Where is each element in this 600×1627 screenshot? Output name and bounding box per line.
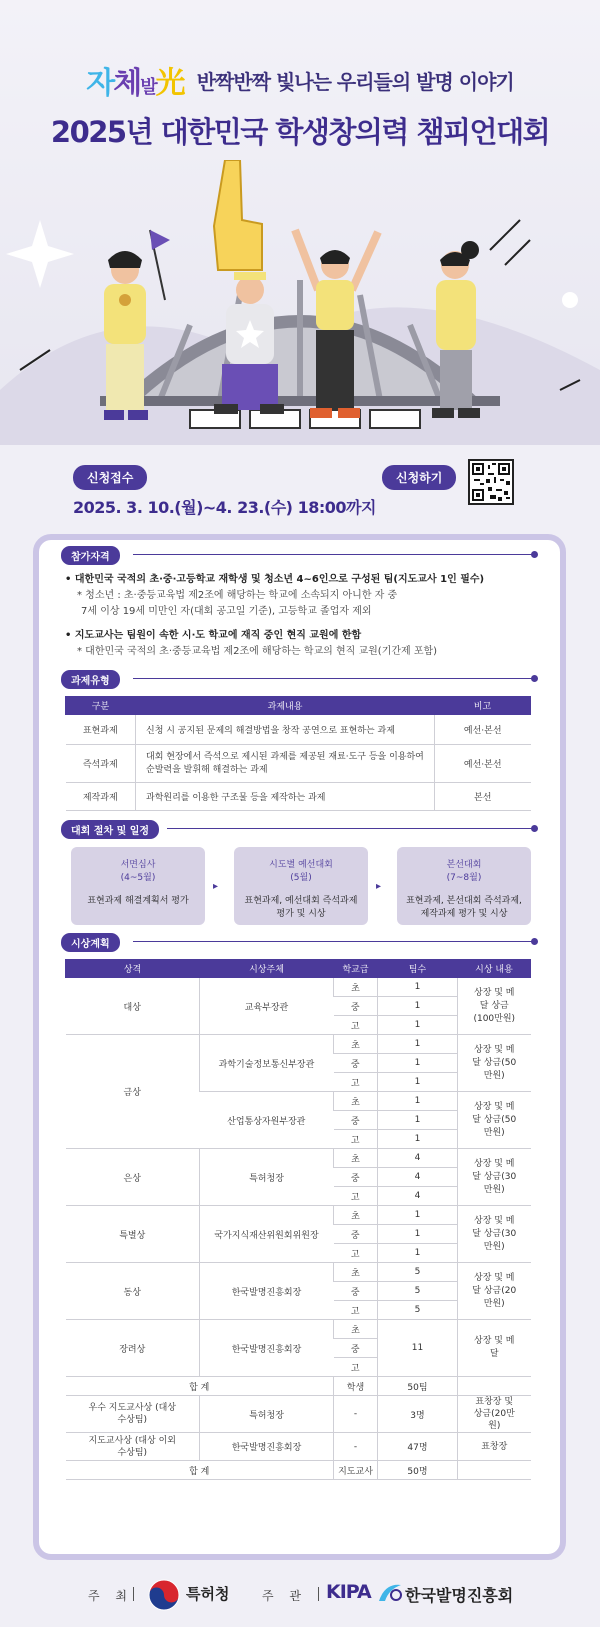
team-count: 3명 [378, 1396, 458, 1433]
kipa-swoosh-icon [377, 1581, 403, 1605]
apply-button[interactable]: 신청하기 [382, 465, 456, 490]
team-count: 1 [378, 1111, 458, 1130]
award-prize: 상장 및 메달 상금(30만원) [458, 1206, 531, 1263]
team-count: 4 [378, 1168, 458, 1187]
tasks-heading: 과제유형 [61, 670, 535, 686]
eligibility-heading: 참가자격 [61, 546, 535, 562]
hero [0, 0, 600, 445]
award-prize: 상장 및 메달 상금(30만원) [458, 1149, 531, 1206]
awards-table: 상격 시상주체 학교급 팀수 시상 내용 대상 교육부장관 초 1 상장 및 메달 상금(100만원) 중 1 고 1 금상 과학기술정보통신부장관 초 1 상장 및 메달 상금(50만원) 중 1 고 1 산업통상자원부장관 초 1 상장 및 메달 상금(50만원) 중 1 고 1 은상 특허청장 초 4 상장 및 메달 상금(30만원) 중 4 고 4 특별상 국가지식재산위원회위원장 초 1 상장 및 메달 상금(30만원) 중 1 고 1 동상 한국발명진흥회장 초 5 상장 및 메달 상금(20만원) 중 5 고 5 장려상 한국발명진흥회장 초 11 상장 및 메달 중 고 합 계 학생 50팀 우수 지도교사상 (대상 수상팀) 특허청장 - 3명 표창장 및 상금(20만원) 지도교사상 (대상 이외수상팀) 한국발명진흥회장 - 47명 표창장 합 계 지도교사 50명 [65, 959, 531, 1480]
award-giver: 과학기술정보통신부장관 [200, 1035, 334, 1092]
school-level: 고 [334, 1244, 378, 1263]
total-level: 지도교사 [334, 1461, 378, 1480]
school-level: 중 [334, 1054, 378, 1073]
school-level: 고 [334, 1130, 378, 1149]
kipo-emblem-icon [148, 1579, 180, 1611]
school-level: 초 [334, 978, 378, 997]
team-count: 47명 [378, 1433, 458, 1461]
school-level: 고 [334, 1073, 378, 1092]
team-count: 1 [378, 1016, 458, 1035]
award-prize: 상장 및 메달 상금(50만원) [458, 1092, 531, 1149]
team-count: 1 [378, 1092, 458, 1111]
award-prize: 상장 및 메달 상금(50만원) [458, 1035, 531, 1092]
event-logo: 자체발光 [86, 66, 184, 101]
table-row [66, 1149, 531, 1168]
award-grade: 금상 [66, 1035, 200, 1149]
award-giver: 한국발명진흥회장 [200, 1263, 334, 1320]
school-level: - [334, 1433, 378, 1461]
table-row [66, 1263, 531, 1282]
school-level: 초 [334, 1206, 378, 1225]
school-level: 고 [334, 1187, 378, 1206]
team-count: 1 [378, 1225, 458, 1244]
slogan: 반짝반짝 빛나는 우리들의 발명 이야기 [196, 69, 514, 94]
teacher-total-row [66, 1461, 531, 1480]
school-level: 중 [334, 1282, 378, 1301]
step-preliminary: 시도별 예선대회 (5월) 표현과제, 예선대회 즉석과제 평가 및 시상 [234, 847, 368, 925]
page-title: 2025년 대한민국 학생창의력 챔피언대회 [50, 115, 550, 149]
school-level: 고 [334, 1301, 378, 1320]
school-level: 초 [334, 1092, 378, 1111]
tasks-table: 구분 과제내용 비고 표현과제 신청 시 공지된 문제의 해결방법을 창작 공연으로 표현하는 과제 예선·본선 즉석과제 대회 현장에서 즉석으로 제시된 과제를 제공된 재료·도구 등을 이용하여 순발력을 발휘해 해결하는 과제 예선·본선 제작과제 과학원리를 이용한 구조물 등을 제작하는 과제 본선 [65, 696, 531, 811]
team-count: 1 [378, 1073, 458, 1092]
award-grade: 은상 [66, 1149, 200, 1206]
award-giver: 한국발명진흥회장 [200, 1320, 334, 1377]
school-level: 초 [334, 1035, 378, 1054]
total-count: 50팀 [378, 1377, 458, 1396]
team-count: 11 [378, 1320, 458, 1377]
step-final: 본선대회 (7~8월) 표현과제, 본선대회 즉석과제, 제작과제 평가 및 시상 [397, 847, 531, 925]
school-level: 중 [334, 1225, 378, 1244]
organizer-label: 주 관 [262, 1589, 307, 1603]
table-row [66, 1320, 531, 1339]
student-total-row [66, 1377, 531, 1396]
school-level: 초 [334, 1263, 378, 1282]
team-count: 1 [378, 997, 458, 1016]
award-giver: 한국발명진흥회장 [200, 1433, 334, 1461]
application-period [0, 465, 600, 525]
team-count: 1 [378, 1206, 458, 1225]
step-document-review: 서면심사 (4~5월) 표현과제 해결계획서 평가 [71, 847, 205, 925]
table-row [66, 1433, 531, 1461]
award-grade: 우수 지도교사상 (대상 수상팀) [66, 1396, 200, 1433]
award-grade: 동상 [66, 1263, 200, 1320]
award-giver: 특허청장 [200, 1149, 334, 1206]
award-giver: 산업통상자원부장관 [200, 1092, 334, 1149]
hero-illustration [0, 160, 600, 445]
school-level: 중 [334, 1168, 378, 1187]
award-grade: 대상 [66, 978, 200, 1035]
table-row [66, 1396, 531, 1433]
award-prize: 상장 및 메달 상금(100만원) [458, 978, 531, 1035]
empty-cell [458, 1377, 531, 1396]
school-level: 중 [334, 1339, 378, 1358]
award-prize: 상장 및 메달 상금(20만원) [458, 1263, 531, 1320]
school-level: 초 [334, 1149, 378, 1168]
table-row: 표현과제 신청 시 공지된 문제의 해결방법을 창작 공연으로 표현하는 과제 예선·본선 [66, 715, 531, 745]
school-level: 초 [334, 1320, 378, 1339]
award-giver: 국가지식재산위원회위원장 [200, 1206, 334, 1263]
table-row [66, 1035, 531, 1054]
team-count: 5 [378, 1282, 458, 1301]
total-label: 합 계 [66, 1377, 334, 1396]
award-giver: 교육부장관 [200, 978, 334, 1035]
school-level: 고 [334, 1016, 378, 1035]
eligibility-list: • 대한민국 국적의 초·중·고등학교 재학생 및 청소년 4~6인으로 구성된 팀(지도교사 1인 필수) * 청소년 : 초·중등교육법 제2조에 해당하는 학교에 소속되지 아니한 자 중 7세 이상 19세 미만인 자(대회 공고일 기준), 고등학교 졸업자 제외 • 지도교사는 팀원이 속한 시·도 학교에 재직 중인 현직 교원에 한함 * 대한민국 국적의 초·중등교육법 제2조에 해당하는 학교의 현직 교원(기간제 포함) [65, 574, 485, 657]
chevron-right-icon: ▸ [213, 881, 219, 892]
team-count: 5 [378, 1301, 458, 1320]
award-grade: 지도교사상 (대상 이외수상팀) [66, 1433, 200, 1461]
logo-row [0, 58, 600, 102]
table-row: 제작과제 과학원리를 이용한 구조물 등을 제작하는 과제 본선 [66, 783, 531, 811]
award-giver: 특허청장 [200, 1396, 334, 1433]
award-prize: 표창장 및 상금(20만원) [458, 1396, 531, 1433]
award-grade: 특별상 [66, 1206, 200, 1263]
school-level: 중 [334, 997, 378, 1016]
school-level: - [334, 1396, 378, 1433]
team-count: 1 [378, 1244, 458, 1263]
chevron-right-icon: ▸ [376, 881, 382, 892]
total-label: 합 계 [66, 1461, 334, 1480]
total-count: 50명 [378, 1461, 458, 1480]
team-count: 1 [378, 978, 458, 997]
table-row [66, 1206, 531, 1225]
award-grade: 장려상 [66, 1320, 200, 1377]
application-date: 2025. 3. 10.(월)~4. 23.(수) 18:00까지 [73, 498, 376, 517]
team-count: 1 [378, 1130, 458, 1149]
awards-heading: 시상계획 [61, 933, 535, 949]
empty-cell [458, 1461, 531, 1480]
info-card [33, 534, 566, 1560]
organizer-name: 한국발명진흥회 [405, 1586, 514, 1605]
award-prize: 상장 및 메달 [458, 1320, 531, 1377]
kipa-logo: KIPA [326, 1581, 371, 1603]
total-level: 학생 [334, 1377, 378, 1396]
host-label: 주 최 [88, 1589, 133, 1603]
schedule-heading: 대회 절차 및 일정 [61, 820, 535, 836]
team-count: 5 [378, 1263, 458, 1282]
team-count: 4 [378, 1149, 458, 1168]
qr-code-icon[interactable] [468, 459, 514, 505]
team-count: 1 [378, 1054, 458, 1073]
host-name: 특허청 [186, 1585, 230, 1603]
footer [0, 1573, 600, 1613]
schedule-steps [71, 847, 531, 927]
table-row [66, 978, 531, 997]
award-prize: 표창장 [458, 1433, 531, 1461]
receipt-label: 신청접수 [73, 465, 147, 490]
team-count: 4 [378, 1187, 458, 1206]
school-level: 중 [334, 1111, 378, 1130]
team-count: 1 [378, 1035, 458, 1054]
school-level: 고 [334, 1358, 378, 1377]
table-row: 즉석과제 대회 현장에서 즉석으로 제시된 과제를 제공된 재료·도구 등을 이용하여 순발력을 발휘해 해결하는 과제 예선·본선 [66, 745, 531, 783]
